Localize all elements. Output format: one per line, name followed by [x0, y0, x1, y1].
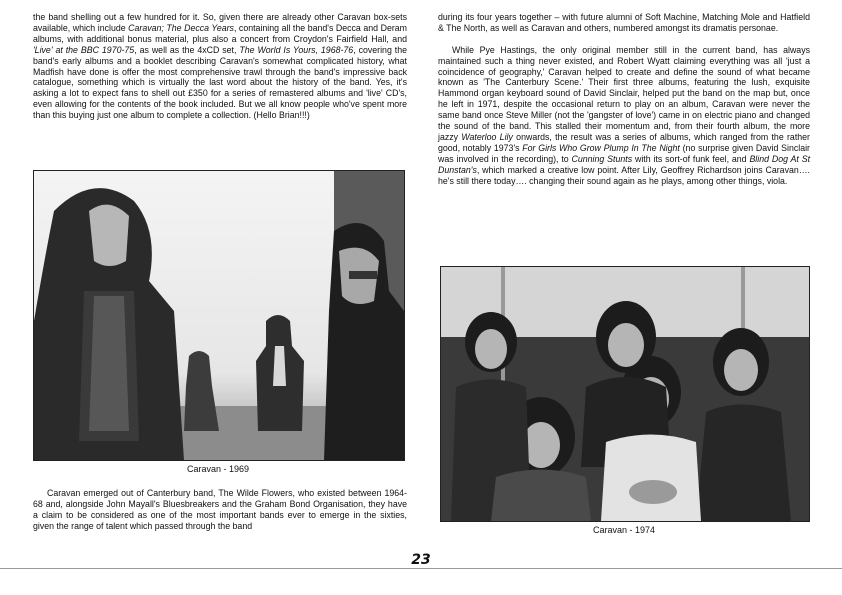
- photo-caption: Caravan - 1974: [592, 525, 656, 535]
- left-text-column-bottom: [33, 488, 407, 532]
- left-text-column: [33, 12, 407, 121]
- footer-divider: [0, 568, 842, 569]
- text-run: the band shelling out a few hundred for it. So, given there are already other Caravan box-sets available, which include: [33, 12, 407, 33]
- photo-caption: Caravan - 1969: [186, 464, 250, 474]
- album-title: 'Live' at the BBC 1970-75: [33, 44, 135, 55]
- page-number: 23: [411, 552, 431, 568]
- left-paragraph-2: Caravan emerged out of Canterbury band, The Wilde Flowers, who existed between 1964-68 and, alongside John Mayall's Bluesbreakers and the Graham Bond Organisation, they have a claim to be considered as one of the most important bands ever to emerge in the sixties, given the range of talent which passed through the band: [33, 488, 407, 531]
- album-title: Waterloo Lily: [461, 131, 513, 142]
- right-text-column: [438, 12, 810, 186]
- left-paragraph-1: [33, 12, 407, 121]
- album-title: Blind Dog At St Dunstan's: [438, 153, 811, 175]
- text-run: While Pye Hastings, the only original member still in the current band, has always maintained such a thing never existed, and Robert Wyatt claiming everything was all 'just a coincidence of geography,' Caravan helped to create and define the sound of what became known as 'The Canterbury Scene.' Their first three albums, featuring the lush, exquisite Hammond organ keyboard sound of David Sinclair, helped put the band on the map but, once he left in 1971, despite the occasional return to play on an album, Caravan were never the same band once Steve Miller (not the 'gangster of love') came in on electric piano and changed the sound of the band. This stalled their momentum and, from their fourth album, the more jazzy: [438, 44, 810, 142]
- album-title: For Girls Who Grow Plump In The Night: [522, 142, 680, 153]
- right-paragraph-1: during its four years together – with future alumni of Soft Machine, Matching Mole and Hatfield & The North, as well as Caravan and others, numbered amongst its dramatis personae.: [438, 12, 810, 33]
- text-run: , covering the band's early albums and a booklet describing Caravan's somewhat complicated history, what Madfish have done is offer the most comprehensive trawl through the band's impressive back catalogue, something which is virtually the last word about the history of the band. Yes, it's asking a lot to expect fans to shell out £350 for a series of remastered albums and 'live' CD's, even allowing for the contents of the book included. But we all know people who've spent more than this buying just one album to complete a collection. (Hello Brian!!!): [33, 44, 408, 121]
- text-run: with its sort-of funk feel, and: [632, 153, 750, 164]
- text-run: , which marked a creative low point. After Lily, Geoffrey Richardson joins Caravan…. he's still there today…. changing their sound again as he plays, among other things, viola.: [438, 164, 810, 186]
- text-run: , as well as the 4xCD set,: [134, 44, 240, 55]
- photo-caravan-1969: [33, 170, 405, 461]
- text-run: (no surprise given David Sinclair was involved in the recording), to: [438, 142, 810, 164]
- text-run: onwards, the result was a series of albums, which ranged from the rather good, notably 1973's: [438, 131, 810, 153]
- text-run: , containing all the band's Decca and Deram albums, with additional bonus material, plus also a concert from Croydon's Fairfield Hall, and: [33, 22, 407, 44]
- album-title: Caravan; The Decca Years: [128, 22, 234, 33]
- photo-caravan-1974: [440, 266, 810, 522]
- album-title: The World Is Yours, 1968-76: [239, 44, 354, 55]
- right-paragraph-2: [438, 45, 810, 187]
- album-title: Cunning Stunts: [571, 153, 633, 164]
